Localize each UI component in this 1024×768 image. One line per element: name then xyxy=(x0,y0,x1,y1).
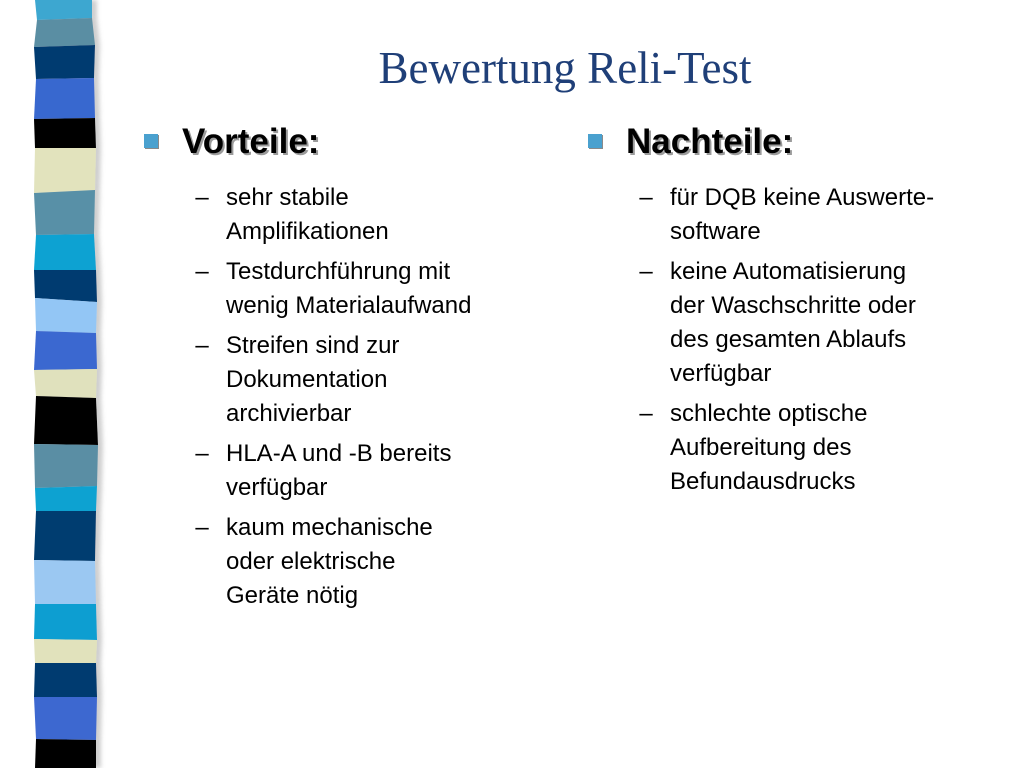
advantage-text: sehr stabile Amplifikationen xyxy=(226,184,389,245)
advantage-text: HLA-A und -B bereits verfügbar xyxy=(226,440,452,501)
dash-bullet-icon: – xyxy=(195,440,209,467)
dash-bullet-icon: – xyxy=(195,332,209,359)
advantage-item xyxy=(195,437,525,505)
disadvantages-list xyxy=(584,181,989,499)
advantage-text: Testdurchführung mit wenig Materialaufwand xyxy=(226,258,472,319)
advantage-item xyxy=(195,511,525,613)
square-bullet-icon xyxy=(588,134,602,148)
advantages-heading-label: Vorteile: xyxy=(182,122,320,161)
disadvantage-text: keine Automatisierung der Waschschritte oder des gesamten Ablaufs verfügbar xyxy=(670,258,916,387)
disadvantages-heading xyxy=(584,120,989,164)
dash-bullet-icon: – xyxy=(195,184,209,211)
advantages-list xyxy=(140,181,525,613)
disadvantage-item xyxy=(639,255,989,391)
disadvantage-text: schlechte optische Aufbereitung des Befundausdrucks xyxy=(670,400,868,495)
dash-bullet-icon: – xyxy=(195,258,209,285)
disadvantages-column xyxy=(584,120,989,505)
advantage-item xyxy=(195,181,525,249)
decorative-color-strip xyxy=(0,0,125,768)
disadvantage-text: für DQB keine Auswerte- software xyxy=(670,184,935,245)
advantage-item xyxy=(195,255,525,323)
advantage-item xyxy=(195,329,525,431)
advantage-text: kaum mechanische oder elektrische Geräte nötig xyxy=(226,514,433,609)
dash-bullet-icon: – xyxy=(639,400,653,427)
square-bullet-icon xyxy=(144,134,158,148)
dash-bullet-icon: – xyxy=(639,184,653,211)
disadvantages-heading-label: Nachteile: xyxy=(626,122,794,161)
slide-title: Bewertung Reli-Test xyxy=(378,43,752,93)
disadvantage-item xyxy=(639,397,989,499)
dash-bullet-icon: – xyxy=(195,514,209,541)
advantages-heading xyxy=(140,120,525,164)
advantage-text: Streifen sind zur Dokumentation archivierbar xyxy=(226,332,400,427)
dash-bullet-icon: – xyxy=(639,258,653,285)
advantages-column xyxy=(140,120,525,619)
disadvantage-item xyxy=(639,181,989,249)
